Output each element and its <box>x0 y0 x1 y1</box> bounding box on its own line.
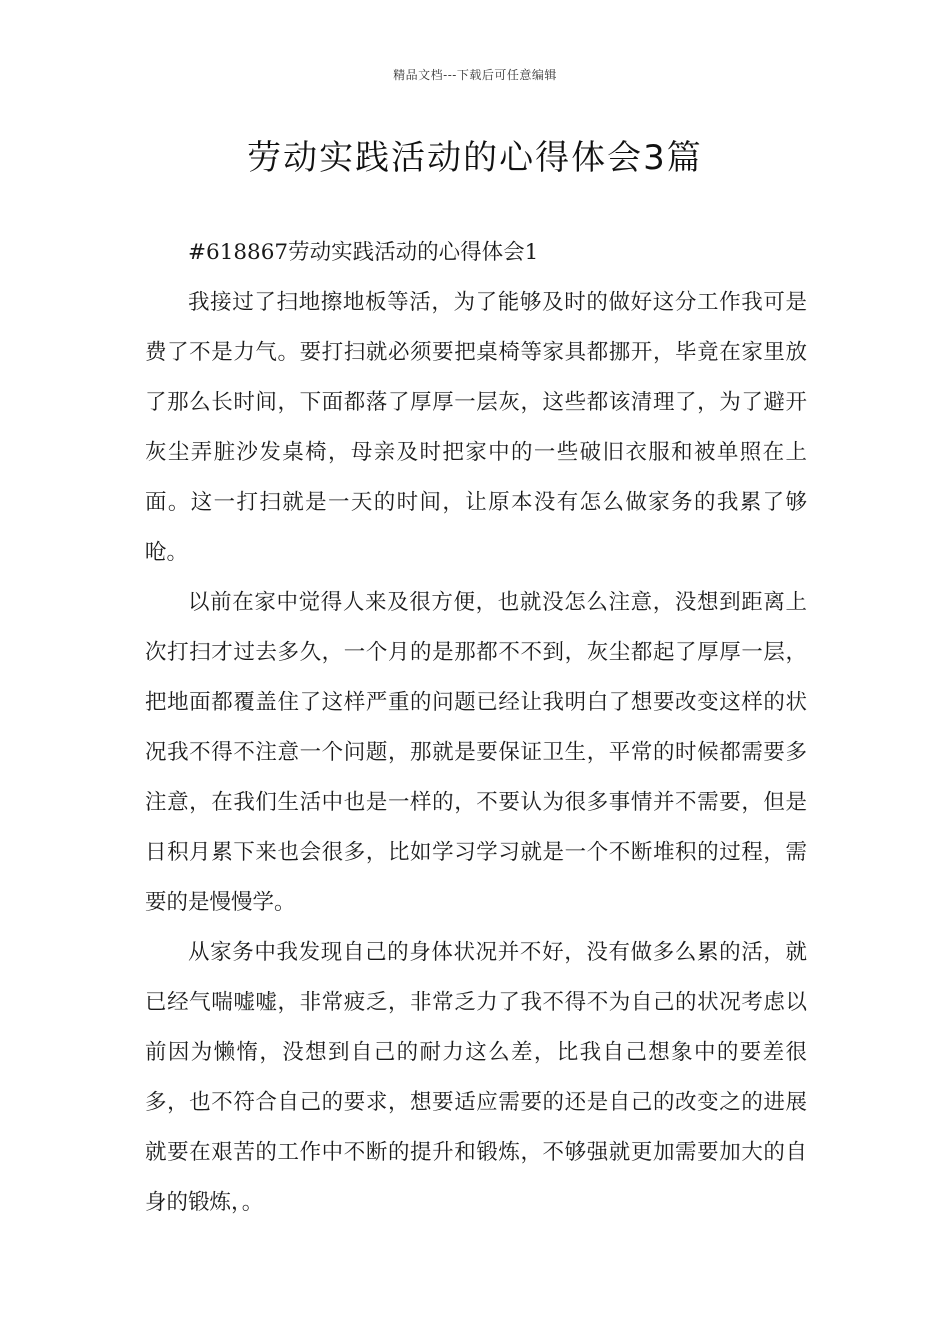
body-paragraph-2: 以前在家中觉得人来及很方便，也就没怎么注意，没想到距离上次打扫才过去多久，一个月的是那都不不到，灰尘都起了厚厚一层，把地面都覆盖住了这样严重的问题已经让我明白了想要改变这样的状况我不得不注意一个问题，那就是要保证卫生，平常的时候都需要多注意，在我们生活中也是一样的，不要认为很多事情并不需要，但是日积月累下来也会很多，比如学习学习就是一个不断堆积的过程，需要的是慢慢学。 <box>145 590 807 915</box>
header-note: 精品文档---下载后可任意编辑 <box>393 68 557 82</box>
body-paragraph-3: 从家务中我发现自己的身体状况并不好，没有做多么累的活，就已经气喘嘘嘘，非常疲乏，非常乏力了我不得不为自己的状况考虑以前因为懒惰，没想到自己的耐力这么差，比我自己想象中的要差很多，也不符合自己的要求，想要适应需要的还是自己的改变之的进展就要在艰苦的工作中不断的提升和锻炼，不够强就更加需要加大的自身的锻炼，。 <box>145 940 807 1215</box>
document-body <box>145 228 807 1228</box>
section-subheading: #618867劳动实践活动的心得体会1 <box>188 240 539 265</box>
body-paragraph-1: 我接过了扫地擦地板等活，为了能够及时的做好这分工作我可是费了不是力气。要打扫就必须要把桌椅等家具都挪开，毕竟在家里放了那么长时间，下面都落了厚厚一层灰，这些都该清理了，为了避开灰尘弄脏沙发桌椅，母亲及时把家中的一些破旧衣服和被单照在上面。这一打扫就是一天的时间，让原本没有怎么做家务的我累了够呛。 <box>145 290 807 565</box>
document-title: 劳动实践活动的心得体会3篇 <box>247 138 703 178</box>
